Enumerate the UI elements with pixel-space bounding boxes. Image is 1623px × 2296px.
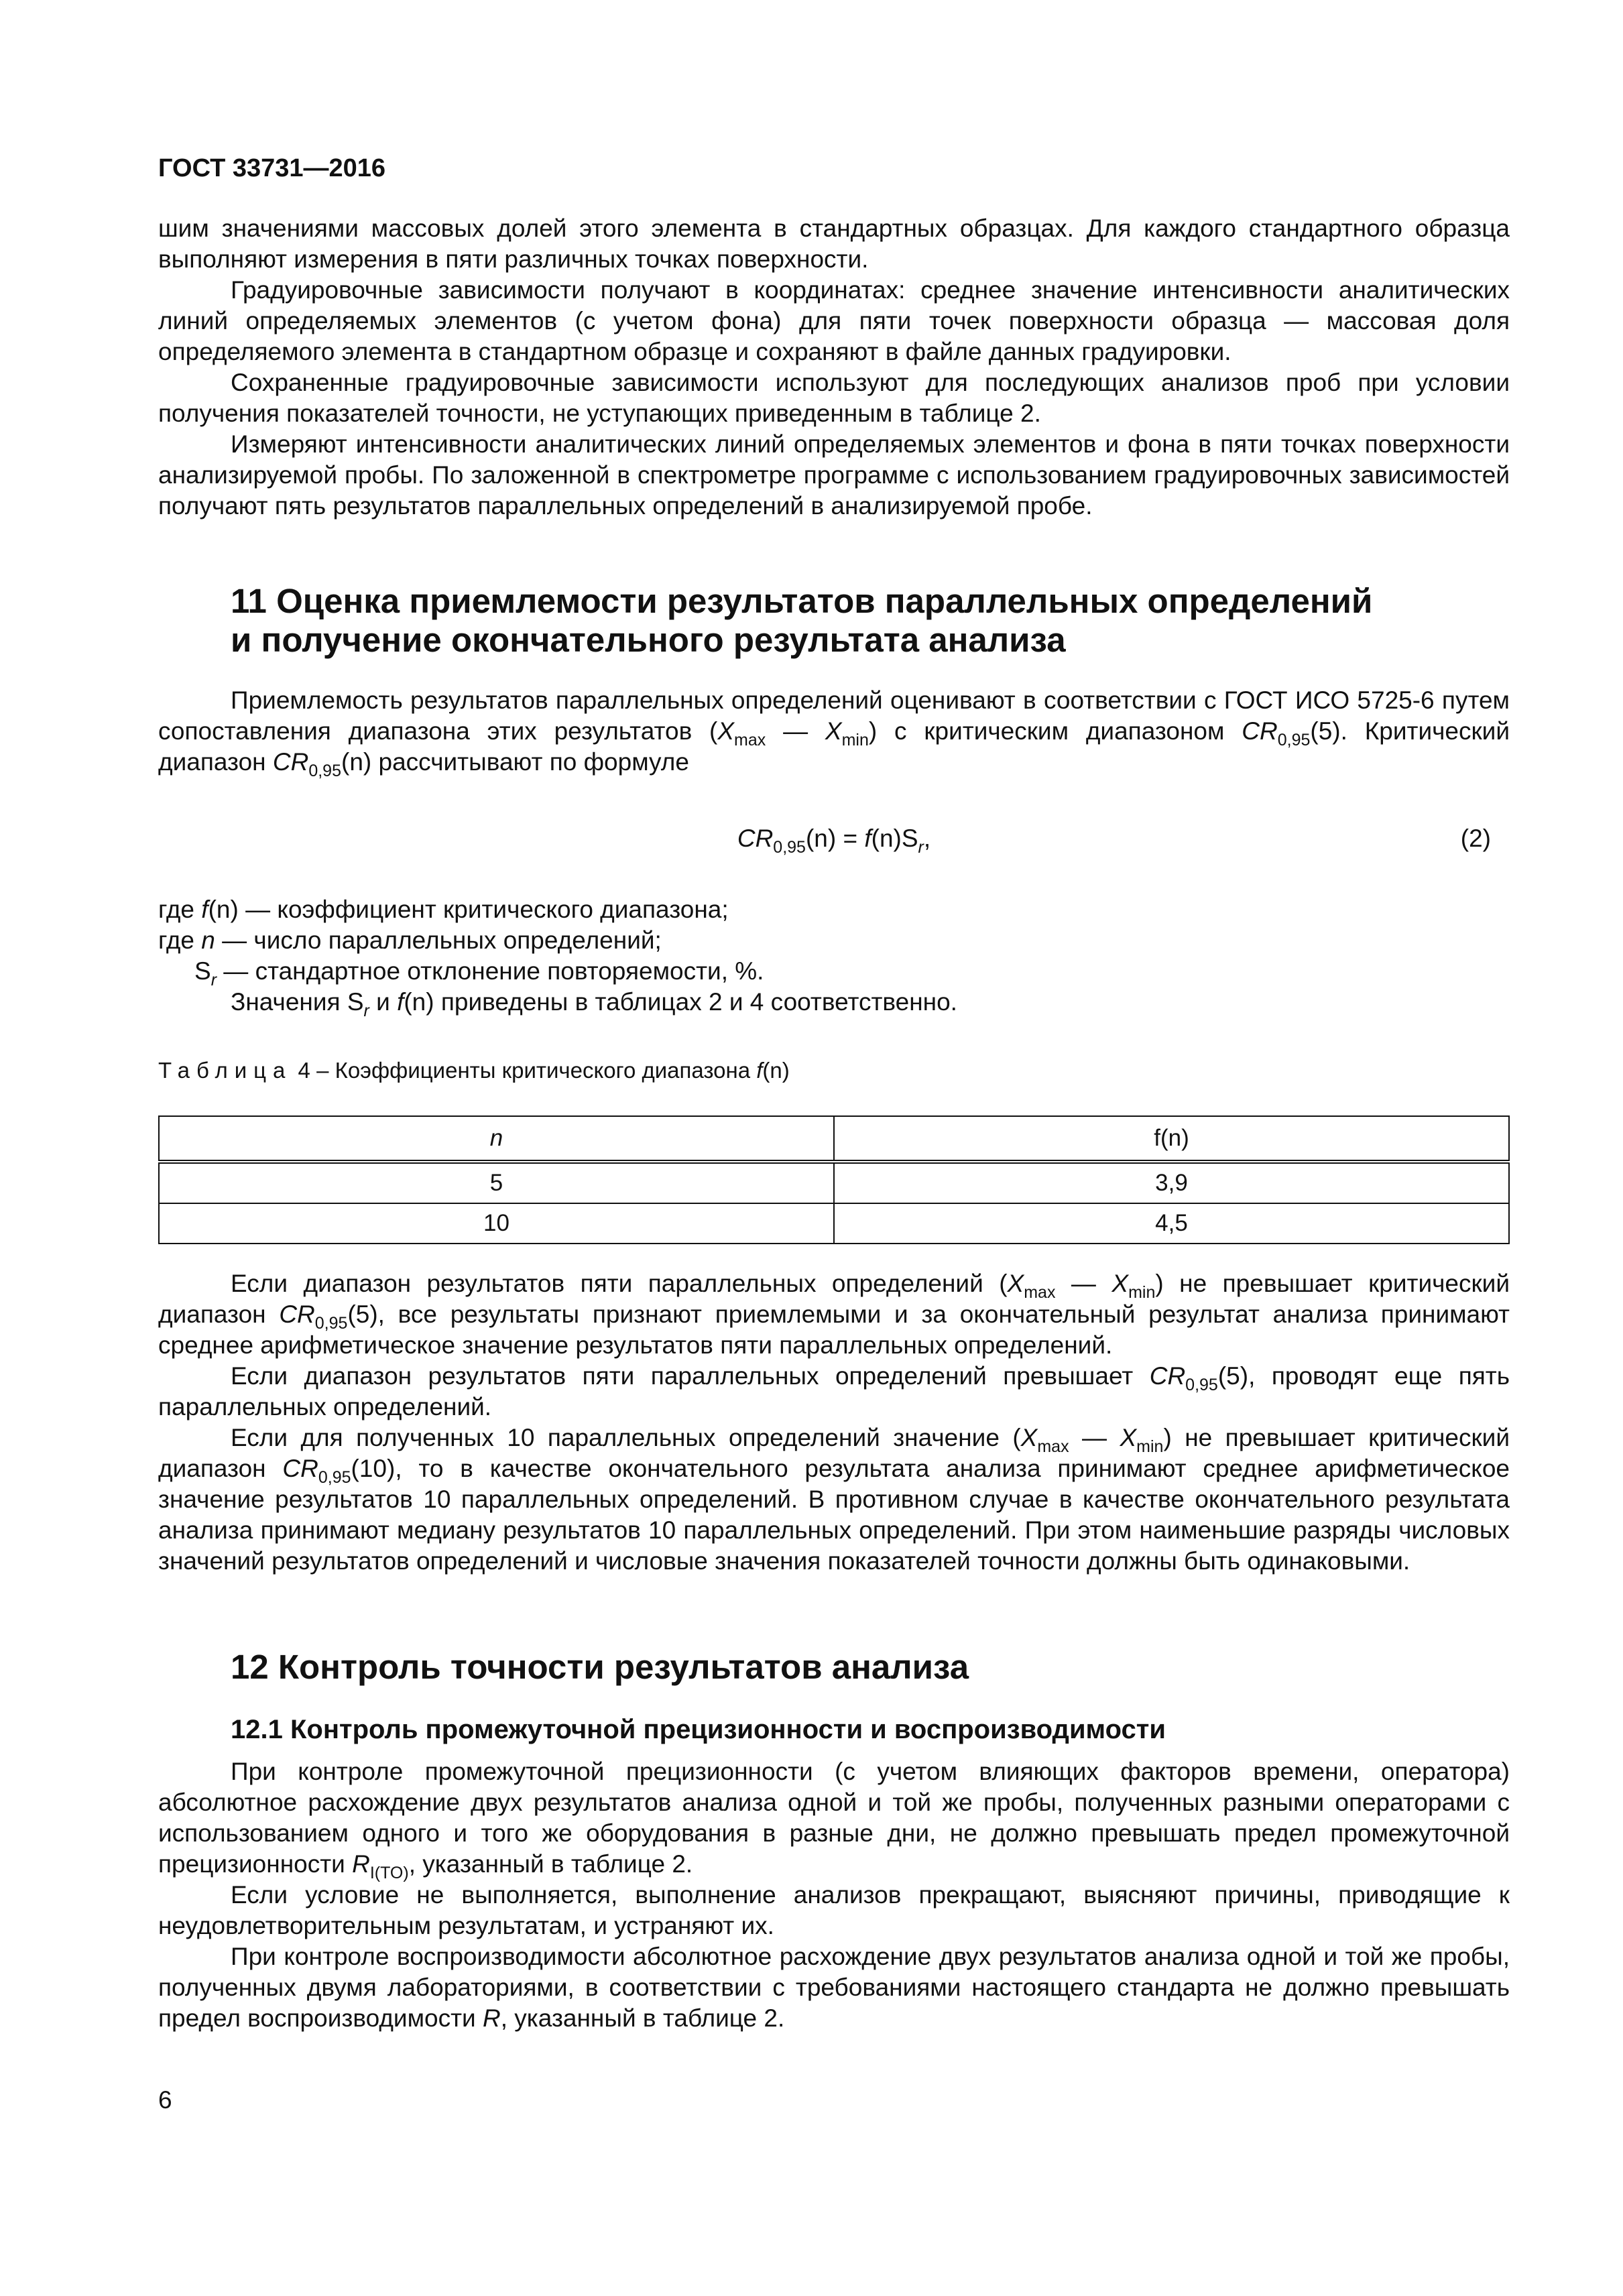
table-row [159,1162,1509,1203]
table-cell: 3,9 [834,1162,1509,1203]
column-header-n: n [159,1116,834,1162]
paragraph: Градуировочные зависимости получают в координатах: среднее значение интенсивности аналитических линий определяемых элементов (с учетом фона) для пяти точек поверхности образца — массовая доля определяемого элемента в стандартном образце и сохраняют в файле данных градуировки. [158,276,1510,365]
subsection-heading: 12.1 Контроль промежуточной прецизионности и воспроизводимости [231,1715,1166,1744]
legend-line: где f(n) — коэффициент критического диапазона; [158,896,729,923]
formula: $CR_{0,95}(n) = f(n)S_r$, [737,825,931,857]
paragraph: шим значениями массовых долей этого элемента в стандартных образцах. Для каждого стандартного образца выполняют измерения в пяти различных точках поверхности. [158,215,1510,273]
table-cell: 4,5 [834,1203,1509,1244]
section-12-heading [231,1648,1504,1687]
column-header-f: f(n) [834,1116,1509,1162]
section-11-conclusions [158,1268,1510,1577]
paragraph: Сохраненные градуировочные зависимости используют для последующих анализов проб при условии получения показателей точности, не уступающих приведенным в таблице 2. [158,369,1510,427]
legend-line: $S_r$ — стандартное отклонение повторяемости, %. [194,957,764,989]
paragraph: Если диапазон результатов пяти параллельных определений превышает $CR_{0,95}(5)$, проводят еще пять параллельных определений. [158,1362,1510,1421]
coefficients-table [158,1115,1510,1244]
section-11-intro [158,685,1510,778]
table-4 [158,1115,1510,1244]
paragraph: При контроле воспроизводимости абсолютное расхождение двух результатов анализа одной и той же пробы, полученных двумя лабораториями, в соответствии с требованиями настоящего стандарта не должно превышать предел воспроизводимости R, указанный в таблице 2. [158,1943,1510,2032]
table-caption: Таблица 4 – Коэффициенты критического диапазона f(n) [158,1058,790,1083]
section-heading: 12 Контроль точности результатов анализа [231,1648,969,1686]
table-header-row [159,1116,1509,1162]
legend-line: где n — число параллельных определений; [158,926,662,954]
section-heading-line: 11 Оценка приемлемости результатов параллельных определений [231,582,1373,620]
intro-text [158,213,1510,522]
equation-number: (2) [1460,825,1491,852]
subsection-12-1-heading [231,1713,1504,1746]
paragraph: Если условие не выполняется, выполнение анализов прекращают, выясняют причины, приводящие к неудовлетворительным результатам, и устраняют их. [158,1881,1510,1939]
page-number: 6 [158,2086,172,2114]
paragraph: При контроле промежуточной прецизионности (с учетом влияющих факторов времени, оператора) абсолютное расхождение двух результатов анализа одной и той же пробы, полученных разными операторами с использованием одного и того же оборудования в разные дни, не должно превышать предел промежуточной прецизионности $R_{I(TO)}$, указанный в таблице 2. [158,1758,1510,1882]
paragraph: Если для полученных 10 параллельных определений значение ($X_{max}$ — $X_{min}$) не превышает критический диапазон $CR_{0,95}(10)$, то в качестве окончательного результата анализа принимают среднее арифметическое значение результатов 10 параллельных определений. В противном случае в качестве окончательного результата анализа принимают медиану результатов 10 параллельных определений. При этом наименьшие разряды числовых значений результатов определений и числовые значения показателей точности должны быть одинаковыми. [158,1424,1510,1575]
formula-2 [158,823,1510,859]
table-cell: 5 [159,1162,834,1203]
formula-legend [158,894,1510,1018]
legend-line: Значения $S_r$ и f(n) приведены в таблицах 2 и 4 соответственно. [231,988,957,1020]
section-11-heading [231,582,1504,660]
paragraph: Приемлемость результатов параллельных определений оценивают в соответствии с ГОСТ ИСО 5725-6 путем сопоставления диапазона этих результатов ($X_{max}$ — $X_{min}$) с критическим диапазоном $CR_{0,95}(5)$. Критический диапазон $CR_{0,95}(n)$ рассчитывают по формуле [158,686,1510,780]
document-header: ГОСТ 33731—2016 [158,154,386,182]
section-heading-line: и получение окончательного результата анализа [231,621,1066,659]
table-row [159,1203,1509,1244]
paragraph: Измеряют интенсивности аналитических линий определяемых элементов и фона в пяти точках поверхности анализируемой пробы. По заложенной в спектрометре программе с использованием градуировочных зависимостей получают пять результатов параллельных определений в анализируемой пробе. [158,430,1510,520]
table-cell: 10 [159,1203,834,1244]
section-12-text [158,1756,1510,2034]
paragraph: Если диапазон результатов пяти параллельных определений ($X_{max}$ — $X_{min}$) не превышает критический диапазон $CR_{0,95}(5)$, все результаты признают приемлемыми и за окончательный результат анализа принимают среднее арифметическое значение результатов пяти параллельных определений. [158,1270,1510,1359]
